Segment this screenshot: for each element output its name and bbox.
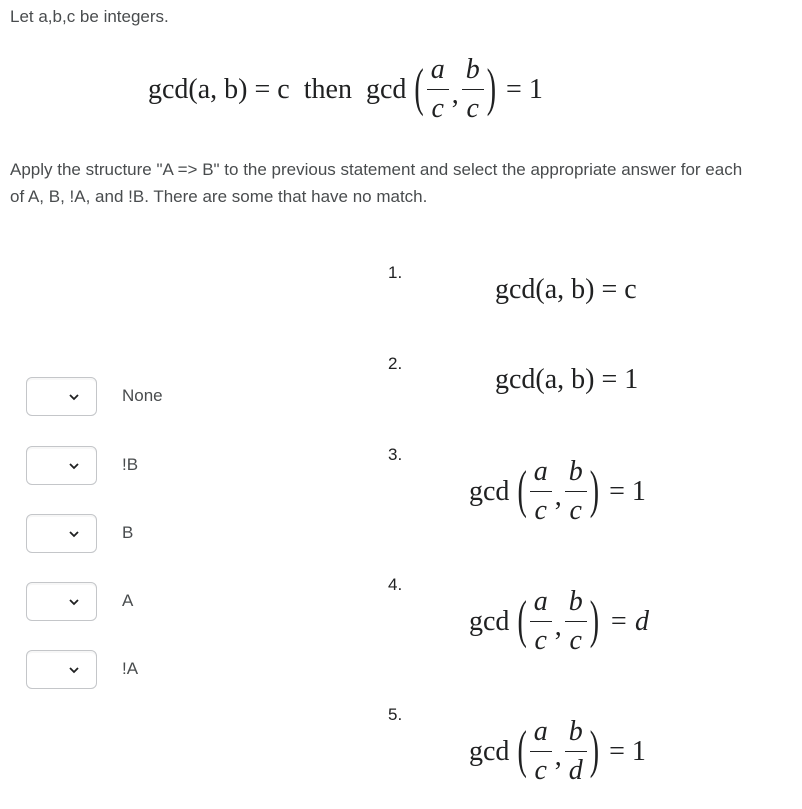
right-paren: ) — [486, 59, 497, 119]
match-select-not-a[interactable] — [26, 650, 97, 689]
left-paren: ( — [414, 59, 424, 119]
match-number-3: 3. — [388, 445, 403, 464]
select-label-a: A — [122, 591, 134, 610]
statement-lhs: gcd(a, b) = c — [148, 73, 290, 105]
select-label-none: None — [122, 386, 163, 405]
statement-gcd: gcd — [365, 73, 407, 105]
chevron-down-icon — [69, 393, 79, 401]
main-statement: gcd(a, b) = c then gcd ( $\frac{a}{c}$ , $\frac{b}{c}$ ) = 1 — [148, 54, 543, 125]
match-select-none[interactable] — [26, 377, 97, 416]
fraction-b-over-c: $\frac{b}{c}$ — [462, 56, 484, 123]
select-label-not-a: !A — [122, 659, 139, 678]
match-select-a[interactable] — [26, 582, 97, 621]
match-expr-4: gcd ( $\frac{a}{c}$ , $\frac{b}{c}$ ) = d — [469, 586, 649, 657]
match-expr-3: gcd ( $\frac{a}{c}$ , $\frac{b}{c}$ ) = 1 — [469, 456, 646, 527]
select-label-not-b: !B — [122, 455, 139, 474]
match-number-5: 5. — [388, 705, 403, 724]
select-label-b: B — [122, 523, 134, 542]
match-number-4: 4. — [388, 575, 403, 594]
intro-text: Let a,b,c be integers. — [10, 7, 169, 26]
match-expr-5: gcd ( $\frac{a}{c}$ , $\frac{b}{d}$ ) = 1 — [469, 716, 646, 787]
chevron-down-icon — [69, 598, 79, 606]
instructions: Apply the structure "A => B" to the previous statement and select the appropriate answer for each of A, B, !A, and !B. There are some that have no match. — [10, 160, 743, 206]
match-select-b[interactable] — [26, 514, 97, 553]
match-expr-1: gcd(a, b) = c — [495, 274, 637, 305]
chevron-down-icon — [69, 666, 79, 674]
match-number-1: 1. — [388, 263, 403, 282]
match-expr-2: gcd(a, b) = 1 — [495, 364, 639, 395]
fraction-a-over-c: $\frac{a}{c}$ — [427, 56, 449, 123]
statement-connector: then — [303, 73, 352, 105]
chevron-down-icon — [69, 462, 79, 470]
match-select-not-b[interactable] — [26, 446, 97, 485]
match-number-2: 2. — [388, 354, 403, 373]
statement-rhs: = 1 — [506, 73, 543, 105]
chevron-down-icon — [69, 530, 79, 538]
